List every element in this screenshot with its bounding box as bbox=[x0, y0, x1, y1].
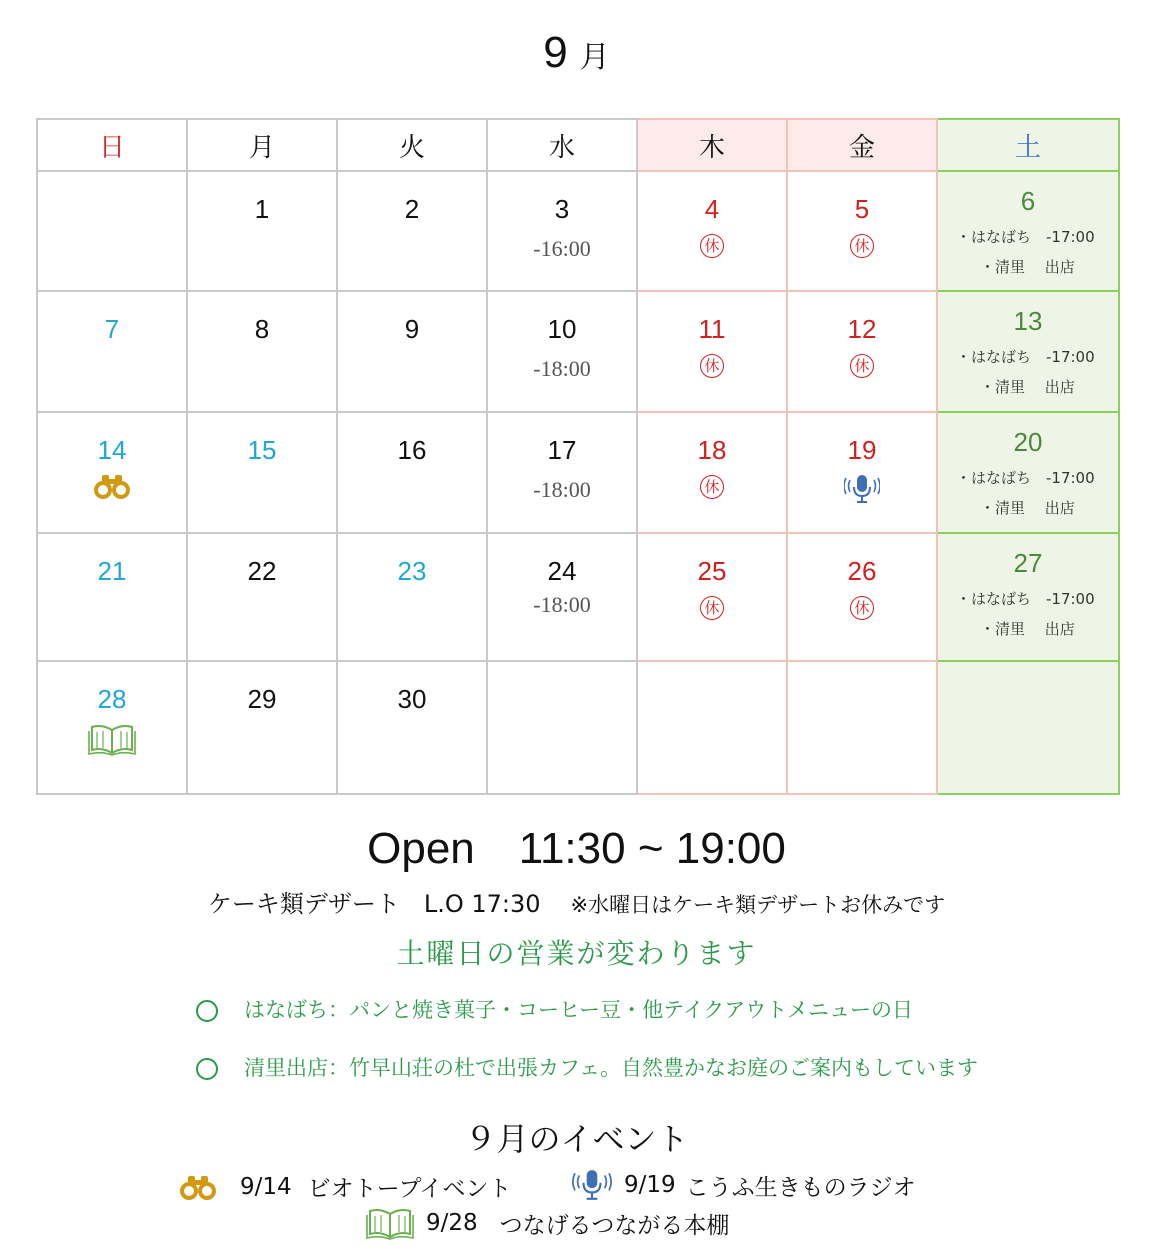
saturday-change-heading: 土曜日の営業が変わります bbox=[396, 937, 757, 970]
day-cell bbox=[937, 533, 1119, 661]
calendar-grid bbox=[36, 118, 1120, 795]
day-number: 30 bbox=[397, 684, 427, 714]
month-title bbox=[0, 28, 1153, 78]
day-number: 27 bbox=[1013, 548, 1043, 578]
day-cell bbox=[637, 533, 787, 661]
day-cell bbox=[637, 412, 787, 533]
notice-item bbox=[196, 1052, 978, 1082]
day-cell bbox=[337, 171, 487, 291]
day-cell bbox=[337, 533, 487, 661]
day-number: 24 bbox=[547, 556, 577, 586]
day-number: 6 bbox=[1020, 186, 1036, 216]
day-cell bbox=[187, 291, 337, 412]
event-date: 9/28 bbox=[426, 1210, 478, 1236]
month-unit: 月 bbox=[579, 40, 610, 75]
event-name: こうふ生きものラジオ bbox=[685, 1174, 916, 1201]
events-title: ９月のイベント bbox=[464, 1120, 689, 1158]
notice-text: はなばち：パンと焼き菓子・コーヒー豆・他テイクアウトメニューの日 bbox=[244, 998, 914, 1022]
day-number: 18 bbox=[697, 435, 727, 465]
saturday-note-line: ・はなばち -17:00 bbox=[956, 228, 1095, 246]
closed-mark-icon: 休 bbox=[850, 596, 874, 620]
day-cell bbox=[637, 291, 787, 412]
day-number: 3 bbox=[554, 194, 570, 224]
event-date: 9/19 bbox=[624, 1172, 676, 1198]
closed-mark-icon: 休 bbox=[700, 234, 724, 258]
day-cell bbox=[787, 171, 937, 291]
calendar-week bbox=[37, 291, 1119, 412]
day-cell bbox=[337, 661, 487, 794]
saturday-note-line: ・はなばち -17:00 bbox=[956, 469, 1095, 487]
calendar-week bbox=[37, 533, 1119, 661]
day-cell bbox=[787, 533, 937, 661]
day-number: 2 bbox=[404, 194, 420, 224]
saturday-note bbox=[938, 222, 1118, 282]
day-cell bbox=[37, 171, 187, 291]
month-number: 9 bbox=[543, 28, 568, 77]
saturday-note bbox=[938, 342, 1118, 402]
day-cell bbox=[37, 533, 187, 661]
event-item bbox=[366, 1206, 729, 1240]
weekday-wed: 水 bbox=[487, 119, 637, 171]
day-number: 19 bbox=[847, 435, 877, 465]
day-cell bbox=[487, 291, 637, 412]
day-number: 11 bbox=[698, 314, 726, 344]
day-number: 4 bbox=[704, 194, 720, 224]
day-cell bbox=[187, 412, 337, 533]
day-number: 10 bbox=[547, 314, 577, 344]
day-number: 26 bbox=[847, 556, 877, 586]
day-number: 23 bbox=[397, 556, 427, 586]
day-number: 12 bbox=[847, 314, 877, 344]
day-cell bbox=[937, 661, 1119, 794]
weekday-thu: 木 bbox=[637, 119, 787, 171]
closing-time: -16:00 bbox=[533, 236, 591, 261]
day-number: 29 bbox=[247, 684, 277, 714]
day-cell bbox=[37, 291, 187, 412]
day-cell bbox=[187, 533, 337, 661]
day-cell bbox=[337, 412, 487, 533]
day-cell bbox=[37, 661, 187, 794]
day-cell bbox=[787, 291, 937, 412]
day-number: 7 bbox=[104, 314, 120, 344]
saturday-note-line: ・はなばち -17:00 bbox=[956, 590, 1095, 608]
day-cell bbox=[37, 412, 187, 533]
closed-mark-icon: 休 bbox=[850, 354, 874, 378]
closed-mark-icon: 休 bbox=[850, 234, 874, 258]
day-cell bbox=[337, 291, 487, 412]
binoculars-icon bbox=[94, 473, 130, 499]
closing-time: -18:00 bbox=[533, 356, 591, 381]
weekday-sun: 日 bbox=[37, 119, 187, 171]
day-number: 14 bbox=[97, 435, 127, 465]
day-cell bbox=[937, 412, 1119, 533]
event-name: つなげるつながる本棚 bbox=[499, 1212, 730, 1239]
calendar-week bbox=[37, 171, 1119, 291]
dessert-last-order: ケーキ類デザート L.O 17:30 bbox=[207, 890, 541, 918]
closed-mark-icon: 休 bbox=[700, 596, 724, 620]
day-cell bbox=[487, 533, 637, 661]
open-hours: Open 11:30 ~ 19:00 bbox=[367, 824, 786, 873]
event-date: 9/14 bbox=[240, 1173, 292, 1200]
saturday-note-line: ・清里 出店 bbox=[980, 378, 1075, 396]
day-cell bbox=[637, 661, 787, 794]
day-number: 16 bbox=[397, 435, 427, 465]
day-number: 9 bbox=[404, 314, 420, 344]
day-number: 13 bbox=[1013, 306, 1043, 336]
day-cell bbox=[787, 661, 937, 794]
day-cell bbox=[637, 171, 787, 291]
calendar-week bbox=[37, 412, 1119, 533]
day-cell bbox=[937, 291, 1119, 412]
notice-item bbox=[196, 994, 913, 1024]
event-item bbox=[180, 1170, 511, 1203]
saturday-note-line: ・清里 出店 bbox=[980, 499, 1075, 517]
circle-bullet-icon bbox=[196, 1058, 218, 1080]
weekday-fri: 金 bbox=[787, 119, 937, 171]
day-cell bbox=[937, 171, 1119, 291]
closing-time: -18:00 bbox=[533, 477, 591, 502]
notice-text: 清里出店：竹早山荘の杜で出張カフェ。自然豊かなお庭のご案内もしています bbox=[244, 1056, 978, 1080]
circle-bullet-icon bbox=[196, 1000, 218, 1022]
day-number: 8 bbox=[254, 314, 270, 344]
day-number: 21 bbox=[97, 556, 127, 586]
day-cell bbox=[487, 661, 637, 794]
book-icon bbox=[366, 1206, 414, 1240]
closing-time: -18:00 bbox=[533, 592, 591, 617]
saturday-note bbox=[938, 584, 1118, 644]
saturday-note-line: ・清里 出店 bbox=[980, 620, 1075, 638]
day-number: 20 bbox=[1013, 427, 1043, 457]
day-cell bbox=[787, 412, 937, 533]
binoculars-icon bbox=[180, 1174, 216, 1200]
day-number: 28 bbox=[97, 684, 127, 714]
event-name: ビオトープイベント bbox=[307, 1176, 512, 1202]
day-number: 15 bbox=[247, 435, 277, 465]
microphone-icon bbox=[572, 1168, 612, 1202]
book-icon bbox=[88, 722, 136, 756]
day-cell bbox=[487, 171, 637, 291]
day-number: 17 bbox=[547, 435, 577, 465]
weekday-header-row bbox=[37, 119, 1119, 171]
weekday-mon: 月 bbox=[187, 119, 337, 171]
day-number: 25 bbox=[697, 556, 727, 586]
day-number: 22 bbox=[247, 556, 277, 586]
dessert-info bbox=[0, 884, 1153, 919]
dessert-note: ※水曜日はケーキ類デザートお休みです bbox=[570, 893, 946, 917]
microphone-icon bbox=[844, 473, 880, 505]
saturday-note-line: ・はなばち -17:00 bbox=[956, 348, 1095, 366]
closed-mark-icon: 休 bbox=[700, 475, 724, 499]
saturday-note bbox=[938, 463, 1118, 523]
weekday-sat: 土 bbox=[937, 119, 1119, 171]
event-item bbox=[572, 1168, 916, 1202]
closed-mark-icon: 休 bbox=[700, 354, 724, 378]
day-cell bbox=[487, 412, 637, 533]
calendar-week bbox=[37, 661, 1119, 794]
day-number: 1 bbox=[254, 194, 270, 224]
saturday-note-line: ・清里 出店 bbox=[980, 258, 1075, 276]
weekday-tue: 火 bbox=[337, 119, 487, 171]
day-cell bbox=[187, 661, 337, 794]
day-cell bbox=[187, 171, 337, 291]
day-number: 5 bbox=[854, 194, 870, 224]
